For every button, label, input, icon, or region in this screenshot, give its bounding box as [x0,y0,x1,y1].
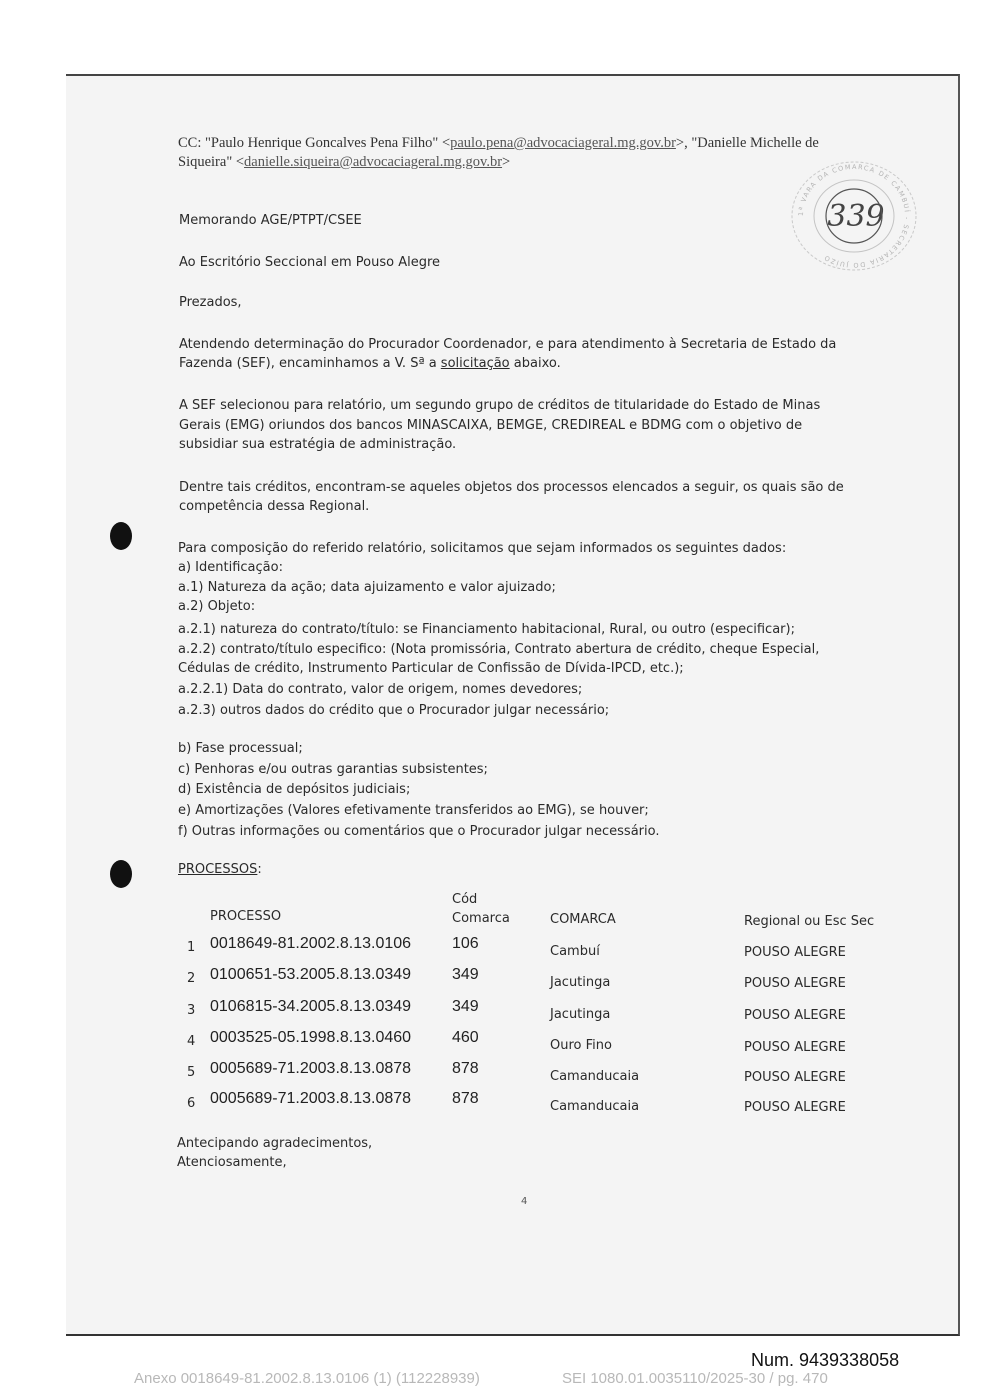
cc-email-link-2[interactable]: danielle.siqueira@advocaciageral.mg.gov.br [244,154,503,170]
closing-thanks: Antecipando agradecimentos, [177,1136,373,1151]
comarca-name: Jacutinga [550,1007,611,1022]
paragraph-2-line-2: Gerais (EMG) oriundos dos bancos MINASCAIXA, BEMGE, CREDIREAL e BDMG com o objetivo de [179,418,803,433]
list-item-b: b) Fase processual; [178,741,303,756]
row-number: 3 [187,1003,196,1018]
row-number: 2 [187,971,196,986]
cod-comarca: 349 [452,966,479,983]
list-item-a22-cont: Cédulas de crédito, Instrumento Particular de Confissão de Dívida-IPCD, etc.); [178,661,684,676]
paragraph-1-line-1: Atendendo determinação do Procurador Coordenador, e para atendimento à Secretaria de Estado da [179,337,837,352]
cod-comarca: 349 [452,998,479,1015]
processos-label: PROCESSOS [178,862,258,877]
row-number: 1 [187,940,196,955]
p1-text-end: abaixo. [509,356,561,371]
paragraph-3-line-2: competência dessa Regional. [179,499,370,514]
list-item-d: d) Existência de depósitos judiciais; [178,782,411,797]
paragraph-1-line-2 [179,356,561,371]
solicitacao-underlined: solicitação [440,356,510,371]
memo-greeting: Prezados, [179,295,242,310]
col-header-cod: Cód [452,892,478,907]
comarca-name: Cambuí [550,944,600,959]
paragraph-2-line-3: subsidiar sua estratégia de administração. [179,437,457,452]
cc-line2-prefix: Siqueira" < [178,154,245,170]
punch-hole-top [110,522,132,550]
regional-name: POUSO ALEGRE [744,1100,846,1115]
cod-comarca: 460 [452,1029,479,1046]
processo-number: 0018649-81.2002.8.13.0106 [210,935,412,952]
cod-comarca: 878 [452,1090,479,1107]
cod-comarca: 106 [452,935,479,952]
regional-name: POUSO ALEGRE [744,1070,846,1085]
regional-name: POUSO ALEGRE [744,976,846,991]
list-item-a1: a.1) Natureza da ação; data ajuizamento e valor ajuizado; [178,580,556,595]
cc-line2-suffix: > [502,154,511,170]
comarca-name: Jacutinga [550,975,611,990]
paragraph-3-line-1: Dentre tais créditos, encontram-se aqueles objetos dos processos elencados a seguir, os quais são de [179,480,844,495]
row-number: 5 [187,1065,196,1080]
sei-footer: SEI 1080.01.0035110/2025-30 / pg. 470 [562,1370,828,1387]
list-item-a23: a.2.3) outros dados do crédito que o Procurador julgar necessário; [178,703,610,718]
list-item-a2: a.2) Objeto: [178,599,256,614]
processo-number: 0005689-71.2003.8.13.0878 [210,1060,412,1077]
stamp-ring-text: 1ª VARA DA COMARCA DE CAMBUÍ - SECRETARIA DO JUÍZO [796,162,912,270]
cod-comarca: 878 [452,1060,479,1077]
page-number: 4 [521,1196,528,1207]
court-stamp [787,158,921,274]
comarca-name: Camanducaia [550,1069,640,1084]
punch-hole-bottom [110,860,132,888]
p1-text: Fazenda (SEF), encaminhamos a V. Sª a [179,356,441,371]
cc-line-2 [178,154,510,171]
comarca-name: Camanducaia [550,1099,640,1114]
cc-email-link-1[interactable]: paulo.pena@advocaciageral.mg.gov.br [450,135,676,151]
processo-number: 0005689-71.2003.8.13.0878 [210,1090,412,1107]
regional-name: POUSO ALEGRE [744,1008,846,1023]
list-item-a: a) Identificação: [178,560,283,575]
comarca-name: Ouro Fino [550,1038,612,1053]
anexo-footer: Anexo 0018649-81.2002.8.13.0106 (1) (112228939) [134,1370,480,1387]
paragraph-2-line-1: A SEF selecionou para relatório, um segundo grupo de créditos de titularidade do Estado de Minas [179,398,821,413]
list-item-a21: a.2.1) natureza do contrato/título: se Financiamento habitacional, Rural, ou outro (especificar); [178,622,795,637]
processos-heading [178,862,262,877]
row-number: 4 [187,1034,196,1049]
cc-prefix: CC: "Paulo Henrique Goncalves Pena Filho" < [178,135,451,151]
processo-number: 0100651-53.2005.8.13.0349 [210,966,412,983]
col-header-regional: Regional ou Esc Sec [744,914,875,929]
list-item-a221: a.2.2.1) Data do contrato, valor de origem, nomes devedores; [178,682,583,697]
closing-regards: Atenciosamente, [177,1155,287,1170]
processo-number: 0106815-34.2005.8.13.0349 [210,998,412,1015]
document-number: Num. 9439338058 [751,1350,900,1370]
col-header-processo: PROCESSO [210,909,282,924]
stamp-handwritten-number: 339 [827,199,885,234]
memo-title: Memorando AGE/PTPT/CSEE [179,213,362,228]
regional-name: POUSO ALEGRE [744,1040,846,1055]
list-item-e: e) Amortizações (Valores efetivamente transferidos ao EMG), se houver; [178,803,649,818]
cc-line-1 [178,135,819,152]
col-header-comarca: COMARCA [550,912,616,927]
list-item-f: f) Outras informações ou comentários que o Procurador julgar necessário. [178,824,660,839]
regional-name: POUSO ALEGRE [744,945,846,960]
processos-colon: : [257,862,262,877]
list-item-c: c) Penhoras e/ou outras garantias subsistentes; [178,762,488,777]
cc-mid-text: >, "Danielle Michelle de [675,135,819,151]
row-number: 6 [187,1096,196,1111]
col-header-comarca-code: Comarca [452,911,510,926]
memo-recipient: Ao Escritório Seccional em Pouso Alegre [179,255,441,270]
processo-number: 0003525-05.1998.8.13.0460 [210,1029,412,1046]
list-item-a22: a.2.2) contrato/título especifico: (Nota promissória, Contrato abertura de crédito, cheque Especial, [178,642,820,657]
list-intro: Para composição do referido relatório, solicitamos que sejam informados os seguintes dados: [178,541,787,556]
